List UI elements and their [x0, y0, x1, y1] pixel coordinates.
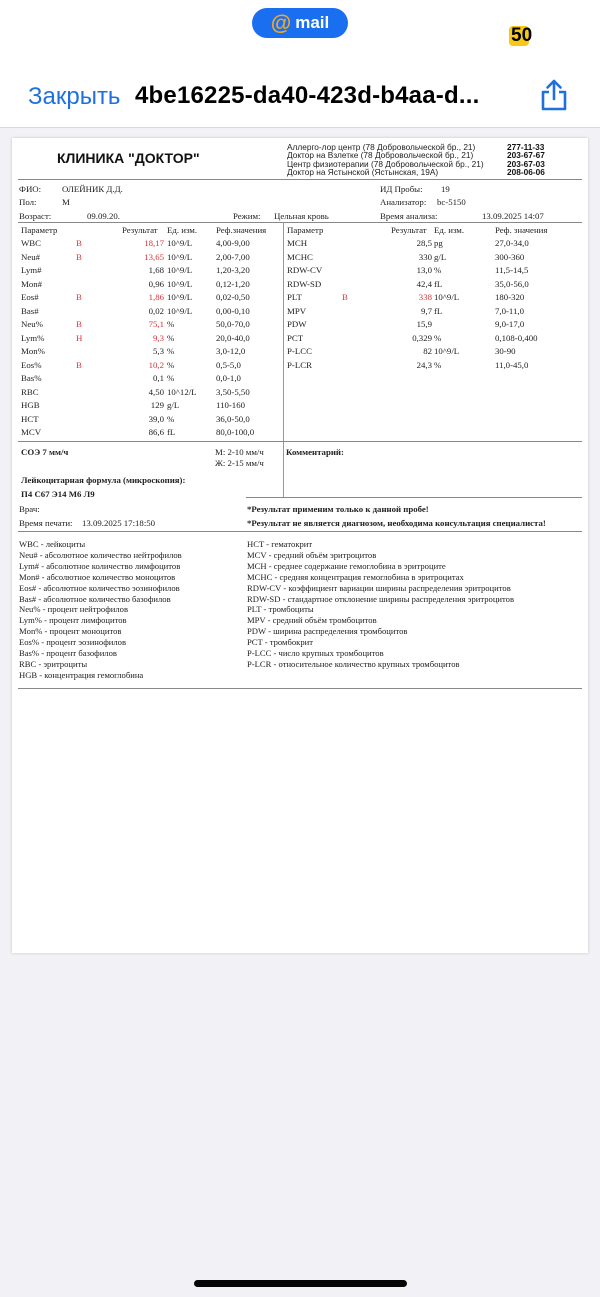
unit-cell: fL	[167, 427, 176, 437]
ref-cell: 3,0-12,0	[216, 346, 246, 356]
glossary-item: PCT - тромбокрит	[247, 637, 313, 648]
glossary-item: MCH - среднее содержание гемоглобина в эритроците	[247, 560, 446, 571]
result-cell: 9,7	[421, 305, 432, 316]
esr-label: СОЭ 7 мм/ч	[21, 447, 69, 457]
ref-cell: 110-160	[216, 400, 245, 410]
table-bottom-divider	[18, 441, 582, 442]
left-header-ref: Реф.значения	[216, 225, 267, 235]
flag-cell: Н	[76, 332, 83, 343]
unit-cell: %	[434, 332, 442, 343]
result-cell: 15,9	[416, 319, 432, 329]
glossary-item: Neu% - процент нейтрофилов	[19, 604, 129, 615]
ref-cell: 180-320	[495, 292, 525, 302]
formula-bottom-divider	[246, 497, 582, 498]
branch-name: Аллерго-лор центр (78 Добровольческой бр., 21)	[287, 142, 476, 152]
unit-cell: 10^9/L	[167, 292, 193, 302]
file-title: 4be16225-da40-423d-b4aa-d...	[135, 82, 480, 109]
print-time-label: Время печати:	[19, 518, 73, 528]
right-header-ref: Реф. значения	[495, 225, 548, 235]
param-cell: MPV	[287, 305, 307, 316]
result-cell: 129	[150, 400, 164, 410]
print-time-value: 13.09.2025 17:18:50	[82, 518, 156, 528]
right-header-param: Параметр	[287, 225, 324, 235]
unit-cell: %	[167, 359, 175, 370]
left-header-result: Результат	[122, 225, 158, 235]
fio-value: ОЛЕЙНИК Д.Д.	[62, 184, 123, 194]
comment-label: Комментарий:	[286, 447, 344, 457]
sex-value: М	[62, 197, 70, 207]
branch-phone: 203-67-67	[507, 150, 545, 161]
glossary-item: HCT - гематокрит	[247, 539, 313, 549]
unit-cell: fL	[434, 305, 443, 316]
glossary-item: MPV - средний объём тромбоцитов	[247, 615, 377, 626]
result-cell: 0,329	[412, 332, 432, 343]
mode-label: Режим:	[233, 211, 261, 221]
mode-value: Цельная кровь	[274, 211, 329, 221]
param-cell: Eos#	[21, 292, 39, 302]
nav-bar	[0, 58, 600, 128]
glossary-item: Bas# - абсолютное количество базофилов	[19, 593, 171, 604]
ref-cell: 0,00-0,10	[216, 305, 250, 316]
unit-cell: 10^9/L	[167, 278, 193, 289]
unit-cell: %	[167, 413, 175, 424]
share-icon	[539, 78, 569, 112]
right-header-unit: Ед. изм.	[434, 225, 465, 235]
param-cell: Eos%	[21, 359, 42, 370]
sample-id-value: 19	[441, 184, 450, 194]
ref-cell: 300-360	[495, 251, 525, 262]
ref-cell: 30-90	[495, 346, 516, 356]
close-button[interactable]: Закрыть	[28, 83, 121, 110]
result-cell: 18,17	[144, 238, 164, 248]
param-cell: HCT	[21, 413, 39, 424]
ref-cell: 20,0-40,0	[216, 332, 250, 343]
result-cell: 0,02	[148, 305, 164, 316]
ref-cell: 0,02-0,50	[216, 292, 250, 302]
footer-divider	[18, 531, 582, 532]
unit-cell: pg	[434, 238, 443, 248]
mail-app-label: mail	[295, 13, 330, 32]
branch-name: Доктор на Ястынской (Ястынская, 19А)	[287, 166, 439, 177]
unit-cell: 10^9/L	[434, 346, 460, 356]
unit-cell: 10^9/L	[167, 238, 193, 248]
param-cell: Lym%	[21, 332, 45, 343]
branch-name: Центр физиотерапии (78 Добровольческой бр., 21)	[287, 158, 484, 169]
flag-cell: В	[76, 292, 82, 302]
result-cell: 28,5	[416, 238, 432, 248]
result-cell: 4,50	[148, 386, 164, 397]
unit-cell: 10^9/L	[167, 265, 193, 275]
result-cell: 1,86	[148, 292, 164, 302]
ref-cell: 9,0-17,0	[495, 319, 525, 329]
result-cell: 5,3	[153, 346, 164, 356]
flag-cell: В	[76, 359, 82, 370]
document-page	[12, 138, 588, 953]
branch-name: Доктор на Взлетке (78 Добровольческой бр., 21)	[287, 150, 474, 161]
home-indicator[interactable]	[194, 1280, 407, 1287]
glossary-item: WBC - лейкоциты	[19, 539, 86, 549]
ref-cell: 11,0-45,0	[495, 359, 529, 370]
result-cell: 75,1	[148, 319, 164, 329]
ref-cell: 3,50-5,50	[216, 386, 250, 397]
unit-cell: 10^9/L	[167, 305, 193, 316]
param-cell: Mon%	[21, 346, 45, 356]
result-cell: 86,6	[148, 427, 164, 437]
glossary-item: P-LCR - относительное количество крупных тромбоцитов	[247, 658, 460, 669]
glossary-item: HGB - концентрация гемоглобина	[19, 669, 144, 680]
result-cell: 9,3	[153, 332, 164, 343]
glossary-item: Lym# - абсолютное количество лимфоцитов	[19, 560, 181, 571]
unit-cell: 10^12/L	[167, 386, 197, 397]
ref-cell: 0,12-1,20	[216, 278, 250, 289]
at-sign-icon: @	[270, 11, 292, 35]
ref-cell: 0,108-0,400	[495, 332, 538, 343]
param-cell: P-LCC	[287, 346, 312, 356]
left-header-param: Параметр	[21, 225, 58, 235]
result-cell: 39,0	[148, 413, 164, 424]
ref-cell: 35,0-56,0	[495, 278, 529, 289]
mail-app-pill[interactable]	[252, 8, 348, 38]
ref-cell: 7,0-11,0	[495, 305, 524, 316]
right-header-result: Результат	[391, 225, 427, 235]
param-cell: PDW	[287, 319, 307, 329]
branch-phone: 208-06-06	[507, 166, 545, 177]
leuko-formula-value: П4 С67 Э14 М6 Л9	[21, 489, 95, 499]
param-cell: P-LCR	[287, 359, 312, 370]
flag-cell: В	[76, 251, 82, 262]
glossary-item: MCV - средний объём эритроцитов	[247, 549, 377, 560]
fio-label: ФИО:	[19, 184, 42, 194]
ref-cell: 27,0-34,0	[495, 238, 529, 248]
result-cell: 338	[418, 292, 432, 302]
result-cell: 10,2	[148, 359, 164, 370]
result-cell: 82	[423, 346, 432, 356]
glossary-item: PDW - ширина распределения тромбоцитов	[247, 626, 408, 637]
ref-cell: 80,0-100,0	[216, 427, 255, 437]
header-divider	[18, 179, 582, 180]
unit-cell: %	[167, 319, 175, 329]
result-cell: 330	[418, 251, 432, 262]
glossary-item: RDW-SD - стандартное отклонение ширины распределения эритроцитов	[247, 593, 515, 604]
ref-cell: 1,20-3,20	[216, 265, 250, 275]
unit-cell: g/L	[434, 251, 447, 262]
ref-cell: 4,00-9,00	[216, 238, 250, 248]
result-cell: 42,4	[416, 278, 432, 289]
param-cell: PLT	[287, 292, 302, 302]
param-cell: RBC	[21, 386, 39, 397]
clinic-name: КЛИНИКА "ДОКТОР"	[57, 150, 200, 166]
analysis-time-label: Время анализа:	[380, 211, 438, 221]
glossary-item: RBC - эритроциты	[19, 658, 88, 669]
param-cell: MCH	[287, 238, 308, 248]
table-top-divider	[18, 222, 582, 223]
param-cell: Lym#	[21, 265, 42, 275]
doctor-label: Врач:	[19, 504, 40, 514]
flag-cell: В	[76, 238, 82, 248]
param-cell: Neu#	[21, 251, 41, 262]
notice-sample-only: *Результат применим только к данной пробе!	[247, 504, 429, 514]
glossary-item: Lym% - процент лимфоцитов	[19, 615, 127, 626]
glossary-item: Eos% - процент эозинофилов	[19, 637, 127, 648]
glossary-item: RDW-CV - коэффициент вариации ширины распределения эритроцитов	[247, 582, 511, 593]
glossary-item: Eos# - абсолютное количество эозинофилов	[19, 582, 180, 593]
analyzer-label: Анализатор:	[380, 197, 427, 207]
age-label: Возраст:	[19, 211, 52, 221]
param-cell: MCHC	[287, 251, 313, 262]
analyzer-value: bc-5150	[437, 197, 466, 207]
unit-cell: %	[434, 359, 442, 370]
ref-cell: 36,0-50,0	[216, 413, 250, 424]
ref-cell: 0,0-1,0	[216, 373, 241, 383]
status-bar	[0, 0, 600, 58]
branch-phone: 277-11-33	[507, 142, 545, 152]
battery-level: 50	[511, 25, 533, 46]
sample-id-label: ИД Пробы:	[380, 184, 423, 194]
analysis-time-value: 13.09.2025 14:07	[482, 211, 544, 221]
glossary-item: P-LCC - число крупных тромбоцитов	[247, 648, 384, 658]
result-cell: 0,96	[148, 278, 164, 289]
result-cell: 24,3	[416, 359, 432, 370]
unit-cell: fL	[434, 278, 443, 289]
glossary-item: Neu# - абсолютное количество нейтрофилов	[19, 549, 182, 560]
notice-not-diagnosis: *Результат не является диагнозом, необходима консультация специалиста!	[247, 518, 546, 528]
glossary-item: Bas% - процент базофилов	[19, 648, 117, 658]
result-cell: 0,1	[153, 373, 164, 383]
glossary-item: Mon% - процент моноцитов	[19, 626, 122, 637]
flag-cell: В	[342, 292, 348, 302]
param-cell: RDW-SD	[287, 278, 322, 289]
unit-cell: %	[434, 265, 442, 275]
unit-cell: %	[167, 332, 175, 343]
glossary-item: Mon# - абсолютное количество моноцитов	[19, 571, 176, 582]
param-cell: WBC	[21, 238, 42, 248]
share-button[interactable]	[539, 78, 569, 112]
unit-cell: 10^9/L	[434, 292, 460, 302]
branch-phone: 203-67-03	[507, 158, 545, 169]
unit-cell: 10^9/L	[167, 251, 193, 262]
flag-cell: В	[76, 319, 82, 329]
result-cell: 1,68	[148, 265, 164, 275]
battery-indicator	[511, 25, 532, 47]
ref-cell: 11,5-14,5	[495, 265, 529, 275]
result-cell: 13,65	[144, 251, 164, 262]
param-cell: PCT	[287, 332, 304, 343]
branch-list	[287, 143, 484, 176]
left-header-unit: Ед. изм.	[167, 225, 198, 235]
result-cell: 13,0	[416, 265, 432, 275]
param-cell: Neu%	[21, 319, 43, 329]
param-cell: HGB	[21, 400, 40, 410]
param-cell: Mon#	[21, 278, 43, 289]
glossary-bottom-divider	[18, 688, 582, 689]
sex-label: Пол:	[19, 197, 37, 207]
param-cell: Bas%	[21, 373, 42, 383]
esr-ref-male: М: 2-10 мм/ч	[215, 447, 264, 457]
param-cell: RDW-CV	[287, 265, 323, 275]
leuko-formula-label: Лейкоцитарная формула (микроскопия):	[21, 475, 186, 485]
param-cell: MCV	[21, 427, 42, 437]
glossary-item: MCHC - средняя концентрация гемоглобина в эритроцитах	[247, 571, 464, 582]
ref-cell: 2,00-7,00	[216, 251, 250, 262]
table-column-divider	[283, 222, 284, 497]
age-value: 09.09.20.	[87, 211, 120, 221]
param-cell: Bas#	[21, 305, 39, 316]
ref-cell: 50,0-70,0	[216, 319, 250, 329]
ref-cell: 0,5-5,0	[216, 359, 241, 370]
unit-cell: %	[167, 373, 175, 383]
unit-cell: %	[167, 346, 175, 356]
branch-phones	[507, 143, 545, 176]
glossary-item: PLT - тромбоциты	[247, 604, 314, 615]
esr-ref-female: Ж: 2-15 мм/ч	[215, 458, 264, 468]
unit-cell: g/L	[167, 400, 180, 410]
